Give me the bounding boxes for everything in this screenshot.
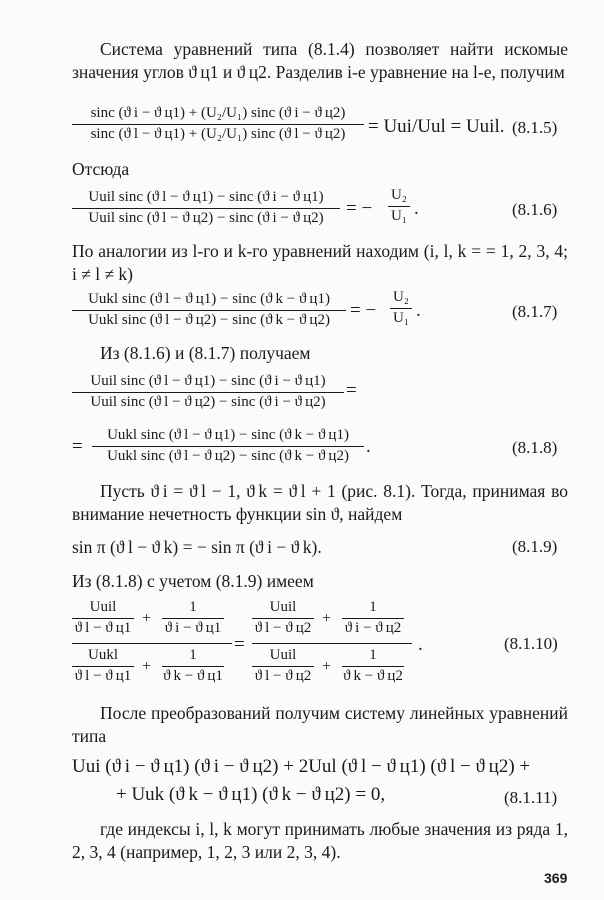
equation-8-1-6-fraction xyxy=(72,190,340,226)
fraction-bar xyxy=(72,618,134,619)
fraction-bar xyxy=(162,618,224,619)
equation-8-1-6-ratio xyxy=(388,188,410,224)
frac-numerator: 1 xyxy=(369,599,377,615)
eq-8-1-10-h xyxy=(342,648,404,684)
frac-denominator: ϑ k − ϑ ц2 xyxy=(343,668,403,685)
eq-8-1-10-a xyxy=(72,600,134,636)
eq-8-1-10-b xyxy=(162,600,224,636)
equation-8-1-7-period: . xyxy=(416,300,421,321)
equation-number-8-1-7: (8.1.7) xyxy=(512,302,558,321)
frac-numerator: 1 xyxy=(189,647,197,663)
fraction-bar xyxy=(72,666,134,667)
equation-8-1-5-numerator: sinc (ϑ i − ϑ ц1) + (U₂/U₁) sinc (ϑ i − ϑ ц2) xyxy=(90,105,346,121)
equation-8-1-6-numerator: Uuil sinc (ϑ l − ϑ ц1) − sinc (ϑ i − ϑ ц1) xyxy=(88,189,324,205)
fraction-bar xyxy=(252,666,314,667)
frac-numerator: Uuil xyxy=(269,647,297,663)
equation-8-1-9: sin π (ϑ l − ϑ k) = − sin π (ϑ i − ϑ k). xyxy=(72,537,322,557)
equation-8-1-8-denominator-2: Uukl sinc (ϑ l − ϑ ц2) − sinc (ϑ k − ϑ ц2) xyxy=(107,448,349,465)
equation-8-1-6-period: . xyxy=(414,198,419,219)
period: . xyxy=(418,634,423,655)
paragraph-after-transform: После преобразований получим систему линейных уравнений типа xyxy=(72,703,568,746)
plus-sign: + xyxy=(322,610,332,627)
equation-number-8-1-11: (8.1.11) xyxy=(504,788,558,807)
paragraph-let: Пусть ϑ i = ϑ l − 1, ϑ k = ϑ l + 1 (рис. 8.1). Тогда, принимая во внимание нечетность функции sin ϑ, найдем xyxy=(72,481,568,524)
equation-8-1-8-fraction-1 xyxy=(72,374,344,410)
equation-8-1-6-denominator: Uuil sinc (ϑ l − ϑ ц2) − sinc (ϑ i − ϑ ц2) xyxy=(88,210,324,227)
ratio-denominator: U₁ xyxy=(390,208,408,225)
eq-8-1-10-e xyxy=(252,600,314,636)
equation-8-1-7-numerator: Uukl sinc (ϑ l − ϑ ц1) − sinc (ϑ k − ϑ ц1) xyxy=(88,291,330,307)
frac-denominator: ϑ l − ϑ ц2 xyxy=(254,620,312,637)
frac-numerator: 1 xyxy=(189,599,197,615)
equation-number-8-1-5: (8.1.5) xyxy=(512,118,558,137)
equation-8-1-8-equals-2: = xyxy=(72,436,83,457)
equation-8-1-5-rhs: = Uui/Uul = Uuil. xyxy=(368,116,505,137)
paragraph-intro: Система уравнений типа (8.1.4) позволяет найти искомые значения углов ϑ ц1 и ϑ ц2. Разделив i-е уравнение на l-е, получим xyxy=(72,39,568,82)
frac-numerator: 1 xyxy=(369,647,377,663)
frac-denominator: ϑ l − ϑ ц1 xyxy=(74,620,132,637)
paragraph-from-8-9: Из (8.1.8) с учетом (8.1.9) имеем xyxy=(72,571,314,591)
paragraph-otsyuda: Отсюда xyxy=(72,159,130,179)
eq-8-1-10-d xyxy=(162,648,224,684)
equation-8-1-5-denominator: sinc (ϑ l − ϑ ц1) + (U₂/U₁) sinc (ϑ l − ϑ ц2) xyxy=(90,126,346,143)
paragraph-indices: где индексы i, l, k могут принимать любые значения из ряда 1, 2, 3, 4 (например, 1, 2, 3 или 2, 3, 4). xyxy=(72,819,568,862)
equation-8-1-10 xyxy=(72,600,432,692)
ratio-numerator: U₂ xyxy=(392,289,410,305)
eq-8-1-10-f xyxy=(342,600,404,636)
equation-8-1-7-denominator: Uukl sinc (ϑ l − ϑ ц2) − sinc (ϑ k − ϑ ц2) xyxy=(88,312,330,329)
plus-sign: + xyxy=(142,610,152,627)
paragraph-from-6-7: Из (8.1.6) и (8.1.7) получаем xyxy=(100,343,311,363)
frac-denominator: ϑ i − ϑ ц2 xyxy=(344,620,402,637)
fraction-bar xyxy=(342,618,404,619)
equation-8-1-11-line-2: + Uuk (ϑ k − ϑ ц1) (ϑ k − ϑ ц2) = 0, xyxy=(116,784,386,805)
equation-number-8-1-8: (8.1.8) xyxy=(512,438,558,457)
frac-numerator: Uuil xyxy=(269,599,297,615)
equals-sign: = xyxy=(234,634,245,655)
fraction-bar xyxy=(72,392,344,393)
fraction-bar xyxy=(388,206,410,207)
fraction-bar xyxy=(72,208,340,209)
paragraph-analogy: По аналогии из l-го и k-го уравнений находим (i, l, k = = 1, 2, 3, 4; i ≠ l ≠ k) xyxy=(72,241,568,284)
equation-8-1-7-minus: = − xyxy=(350,300,377,321)
fraction-bar xyxy=(342,666,404,667)
equation-8-1-8-period: . xyxy=(366,436,371,457)
main-fraction-bar-right xyxy=(252,643,412,644)
frac-numerator: Uukl xyxy=(88,647,118,663)
fraction-bar xyxy=(390,308,412,309)
frac-numerator: Uuil xyxy=(89,599,117,615)
frac-denominator: ϑ k − ϑ ц1 xyxy=(163,668,223,685)
equation-8-1-8-denominator-1: Uuil sinc (ϑ l − ϑ ц2) − sinc (ϑ i − ϑ ц2) xyxy=(90,394,326,411)
fraction-bar xyxy=(72,310,346,311)
fraction-bar xyxy=(92,446,364,447)
main-fraction-bar-left xyxy=(72,643,232,644)
eq-8-1-10-g xyxy=(252,648,314,684)
equation-8-1-8-equals-1: = xyxy=(346,380,357,401)
equation-number-8-1-9: (8.1.9) xyxy=(512,537,558,556)
page-number: 369 xyxy=(544,870,568,886)
equation-8-1-8-numerator-2: Uukl sinc (ϑ l − ϑ ц1) − sinc (ϑ k − ϑ ц1) xyxy=(107,427,349,443)
frac-denominator: ϑ l − ϑ ц1 xyxy=(74,668,132,685)
frac-denominator: ϑ l − ϑ ц2 xyxy=(254,668,312,685)
ratio-numerator: U₂ xyxy=(390,187,408,203)
plus-sign: + xyxy=(322,658,332,675)
fraction-bar xyxy=(162,666,224,667)
equation-8-1-11-line-1: Uui (ϑ i − ϑ ц1) (ϑ i − ϑ ц2) + 2Uul (ϑ l − ϑ ц1) (ϑ l − ϑ ц2) + xyxy=(72,756,531,777)
fraction-bar xyxy=(252,618,314,619)
equation-8-1-6-minus: = − xyxy=(346,198,373,219)
equation-8-1-5-fraction xyxy=(72,106,364,142)
equation-number-8-1-10: (8.1.10) xyxy=(504,634,558,653)
ratio-denominator: U₁ xyxy=(392,310,410,327)
frac-denominator: ϑ i − ϑ ц1 xyxy=(164,620,222,637)
equation-number-8-1-6: (8.1.6) xyxy=(512,200,558,219)
plus-sign: + xyxy=(142,658,152,675)
equation-8-1-8-numerator-1: Uuil sinc (ϑ l − ϑ ц1) − sinc (ϑ i − ϑ ц1) xyxy=(90,373,326,389)
equation-8-1-8-fraction-2 xyxy=(92,428,364,464)
eq-8-1-10-c xyxy=(72,648,134,684)
equation-8-1-7-ratio xyxy=(390,290,412,326)
equation-8-1-7-fraction xyxy=(72,292,346,328)
fraction-bar xyxy=(72,124,364,125)
